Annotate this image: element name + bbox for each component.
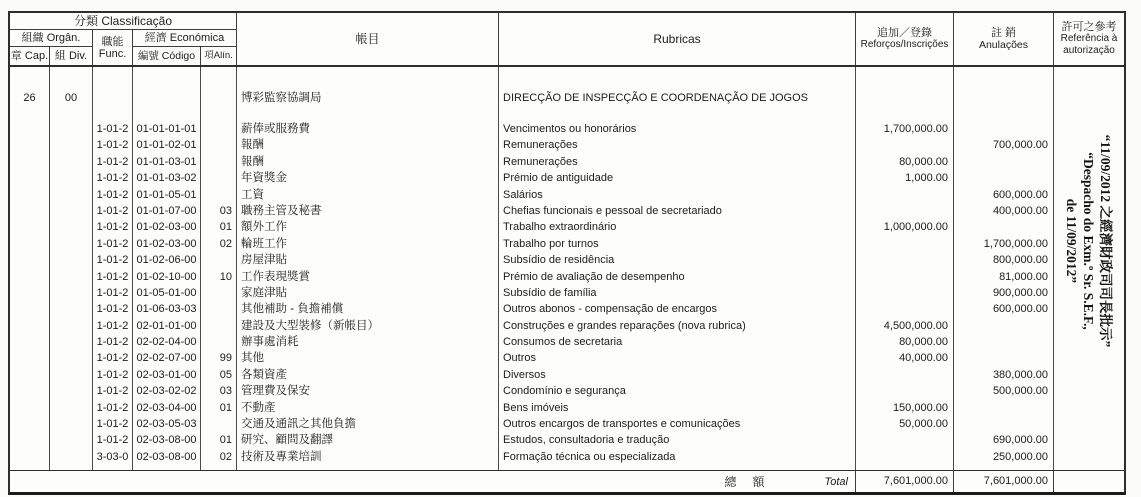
- cell-cap: [10, 334, 49, 350]
- cell-anulacoes: 1,700,000.00: [983, 237, 1048, 250]
- cell-codigo: 02-03-08-00: [136, 450, 197, 463]
- cell-codigo: 01-02-10-00: [136, 270, 197, 283]
- cell-func: 1-01-2: [96, 188, 129, 201]
- cell-codigo: 01-02-03-00: [136, 237, 197, 250]
- cell-cap: [10, 318, 49, 334]
- header-economica: 經濟 Económica: [133, 30, 237, 47]
- cell-anulacoes: 81,000.00: [999, 270, 1048, 283]
- org-cell-rubrica: DIRECÇÃO DE INSPECÇÃO E COORDENAÇÃO DE JOGOS: [503, 92, 808, 104]
- cell-conta: 房屋津貼: [241, 254, 287, 267]
- cell-div: [50, 219, 92, 235]
- cell-func: 1-01-2: [96, 319, 129, 332]
- cell-cap: [10, 121, 49, 137]
- header-funcional-pt: Func.: [98, 47, 127, 60]
- cell-div: [50, 350, 92, 366]
- cell-alin: 99: [219, 352, 232, 365]
- cell-anulacoes: [954, 154, 1053, 170]
- cell-anulacoes: [954, 318, 1053, 334]
- cell-func: 1-01-2: [96, 221, 129, 234]
- cell-conta: 各類資產: [241, 368, 287, 381]
- header-conta: 帳目: [237, 13, 499, 65]
- cell-alin: 02: [219, 237, 232, 250]
- cell-cap: [10, 269, 49, 285]
- cell-alin: 10: [219, 270, 232, 283]
- cell-codigo: 01-02-06-00: [136, 254, 197, 267]
- cell-rubrica: Chefias funcionais e pessoal de secretariado: [503, 204, 722, 217]
- table-header: [10, 13, 1124, 67]
- cell-cap: [10, 367, 49, 383]
- cell-alin: [201, 334, 236, 350]
- header-referencia-pt1: Referência à: [1060, 33, 1118, 44]
- body-col-func: [93, 67, 133, 470]
- org-cell-codigo: [133, 89, 200, 107]
- cell-codigo: 02-03-02-02: [136, 385, 197, 398]
- org-cell-func: [93, 89, 132, 107]
- cell-alin: 01: [219, 401, 232, 414]
- cell-div: [50, 154, 92, 170]
- body-col-ref: [1054, 67, 1124, 470]
- cell-cap: [10, 400, 49, 416]
- cell-reforcos: [856, 252, 953, 268]
- cell-div: [50, 318, 92, 334]
- cell-reforcos: [856, 285, 953, 301]
- cell-div: [50, 269, 92, 285]
- total-row: [10, 471, 1124, 492]
- cell-alin: [201, 416, 236, 432]
- cell-conta: 工資: [241, 188, 264, 201]
- cell-func: 1-01-2: [96, 303, 129, 316]
- cell-codigo: 01-01-02-01: [136, 139, 197, 152]
- cell-conta: 其他補助 - 負擔補償: [241, 303, 344, 316]
- header-anulacoes-pt: Anulações: [978, 39, 1029, 51]
- cell-conta: 報酬: [241, 155, 264, 168]
- header-capitulo: 章 Cap.: [10, 47, 50, 65]
- cell-conta: 工作表現獎賞: [241, 270, 310, 283]
- cell-conta: 職務主管及秘書: [241, 204, 322, 217]
- cell-rubrica: Vencimentos ou honorários: [503, 123, 637, 135]
- cell-conta: 其他: [241, 352, 264, 365]
- cell-func: 1-01-2: [96, 286, 129, 299]
- header-codigo: 編號 Código: [133, 47, 201, 65]
- cell-cap: [10, 301, 49, 317]
- cell-cap: [10, 449, 49, 465]
- cell-rubrica: Condomínio e segurança: [503, 385, 626, 398]
- budget-amendment-table: [8, 11, 1126, 495]
- cell-cap: [10, 170, 49, 186]
- cell-rubrica: Remunerações: [503, 139, 578, 152]
- cell-div: [50, 285, 92, 301]
- cell-anulacoes: 500,000.00: [992, 385, 1048, 398]
- cell-reforcos: 150,000.00: [892, 401, 948, 414]
- cell-cap: [10, 383, 49, 399]
- body-col-conta: [237, 67, 499, 470]
- cell-rubrica: Outros abonos - compensação de encargos: [503, 303, 718, 316]
- cell-anulacoes: 600,000.00: [992, 303, 1048, 316]
- cell-anulacoes: 400,000.00: [992, 204, 1048, 217]
- cell-rubrica: Trabalho extraordinário: [503, 221, 617, 234]
- header-divisao: 組 Div.: [50, 47, 93, 65]
- cell-reforcos: [856, 432, 953, 448]
- cell-alin: [201, 301, 236, 317]
- cell-alin: 02: [219, 450, 232, 463]
- cell-codigo: 02-03-01-00: [136, 368, 197, 381]
- cell-reforcos: [856, 137, 953, 153]
- cell-func: 1-01-2: [96, 172, 129, 185]
- cell-reforcos: [856, 367, 953, 383]
- cell-conta: 管理費及保安: [241, 385, 310, 398]
- cell-reforcos: 80,000.00: [899, 336, 948, 349]
- cell-func: 1-01-2: [96, 254, 129, 267]
- cell-codigo: 01-01-03-02: [136, 172, 197, 185]
- cell-reforcos: [856, 301, 953, 317]
- body-col-codigo: [133, 67, 201, 470]
- cell-div: [50, 367, 92, 383]
- org-cell-reforcos: [856, 89, 953, 107]
- cell-codigo: 01-01-03-01: [136, 155, 197, 168]
- cell-div: [50, 121, 92, 137]
- cell-div: [50, 301, 92, 317]
- authorization-line3: de 11/09/2012”: [1064, 198, 1080, 284]
- body-col-div: [50, 67, 93, 470]
- cell-rubrica: Remunerações: [503, 155, 578, 168]
- cell-rubrica: Construções e grandes reparações (nova rubrica): [503, 319, 746, 332]
- header-orgao: 組織 Orgân.: [10, 30, 93, 47]
- cell-alin: [201, 121, 236, 137]
- cell-div: [50, 416, 92, 432]
- cell-func: 1-01-2: [96, 385, 129, 398]
- cell-anulacoes: [954, 416, 1053, 432]
- cell-conta: 薪俸或服務費: [241, 123, 310, 135]
- cell-anulacoes: 690,000.00: [992, 434, 1048, 447]
- header-reforcos: [856, 13, 954, 65]
- header-funcional: [93, 30, 133, 65]
- cell-rubrica: Subsídio de residência: [503, 254, 615, 267]
- cell-rubrica: Outros: [503, 352, 537, 365]
- cell-conta: 家庭津貼: [241, 286, 287, 299]
- cell-div: [50, 187, 92, 203]
- cell-reforcos: [856, 269, 953, 285]
- cell-rubrica: Bens imóveis: [503, 401, 569, 414]
- cell-div: [50, 236, 92, 252]
- cell-rubrica: Diversos: [503, 368, 546, 381]
- cell-div: [50, 334, 92, 350]
- org-cell-alin: [201, 89, 236, 107]
- cell-func: 1-01-2: [96, 270, 129, 283]
- body-col-rubrica: [499, 67, 856, 470]
- cell-rubrica: Outros encargos de transportes e comunicações: [503, 418, 741, 431]
- cell-rubrica: Salários: [503, 188, 543, 201]
- cell-anulacoes: [954, 219, 1053, 235]
- cell-alin: 01: [219, 221, 232, 234]
- authorization-line1: “11/09/2012 之經濟財政司司長批示”: [1098, 134, 1114, 348]
- cell-conta: 年資獎金: [241, 172, 287, 185]
- cell-conta: 技術及專業培訓: [241, 450, 322, 463]
- cell-func: 1-01-2: [96, 352, 129, 365]
- cell-codigo: 01-05-01-00: [136, 286, 197, 299]
- cell-reforcos: [856, 383, 953, 399]
- cell-alin: 05: [219, 368, 232, 381]
- header-reforcos-pt: Reforços/Inscrições: [860, 39, 949, 50]
- cell-cap: [10, 219, 49, 235]
- cell-conta: 辦事處消耗: [241, 336, 299, 349]
- cell-alin: [201, 170, 236, 186]
- total-reforcos-value: 7,601,000.00: [856, 471, 954, 492]
- cell-rubrica: Estudos, consultadoria e tradução: [503, 434, 670, 447]
- cell-codigo: 01-02-03-00: [136, 221, 197, 234]
- cell-div: [50, 252, 92, 268]
- cell-alin: [201, 285, 236, 301]
- org-cell-conta: 博彩監察協調局: [241, 92, 322, 104]
- cell-div: [50, 449, 92, 465]
- cell-codigo: 01-01-01-01: [136, 123, 197, 135]
- cell-rubrica: Prémio de antiguidade: [503, 172, 614, 185]
- cell-anulacoes: 800,000.00: [992, 254, 1048, 267]
- cell-codigo: 01-01-07-00: [136, 204, 197, 217]
- cell-rubrica: Trabalho por turnos: [503, 237, 599, 250]
- cell-conta: 額外工作: [241, 221, 287, 234]
- cell-anulacoes: 900,000.00: [992, 286, 1048, 299]
- cell-alin: [201, 137, 236, 153]
- cell-alin: 03: [219, 204, 232, 217]
- cell-rubrica: Prémio de avaliação de desempenho: [503, 270, 685, 283]
- cell-codigo: 02-03-08-00: [136, 434, 197, 447]
- header-classificacao: 分類 Classificação: [10, 13, 237, 30]
- cell-codigo: 02-02-04-00: [136, 336, 197, 349]
- cell-alin: 03: [219, 385, 232, 398]
- cell-reforcos: 4,500,000.00: [883, 319, 948, 332]
- cell-func: 1-01-2: [96, 237, 129, 250]
- cell-cap: [10, 432, 49, 448]
- cell-alin: [201, 154, 236, 170]
- cell-cap: [10, 137, 49, 153]
- org-cell-cap: 26: [23, 92, 36, 104]
- cell-reforcos: [856, 236, 953, 252]
- body-col-anulacoes: [954, 67, 1054, 470]
- cell-conta: 輪班工作: [241, 237, 287, 250]
- cell-func: 1-01-2: [96, 204, 129, 217]
- total-label-pt: Total: [824, 475, 848, 488]
- cell-cap: [10, 154, 49, 170]
- cell-codigo: 01-01-05-01: [136, 188, 197, 201]
- cell-reforcos: 1,700,000.00: [883, 123, 948, 135]
- cell-anulacoes: [954, 121, 1053, 137]
- header-funcional-zh: 職能: [101, 35, 124, 48]
- cell-div: [50, 432, 92, 448]
- cell-codigo: 02-03-04-00: [136, 401, 197, 414]
- cell-reforcos: 40,000.00: [899, 352, 948, 365]
- cell-reforcos: [856, 203, 953, 219]
- cell-func: 1-01-2: [96, 336, 129, 349]
- cell-func: 1-01-2: [96, 139, 129, 152]
- header-referencia-pt2: autorização: [1063, 45, 1115, 56]
- cell-reforcos: 50,000.00: [899, 418, 948, 431]
- header-referencia-zh: 許可之參考: [1061, 21, 1117, 33]
- cell-func: 1-01-2: [96, 401, 129, 414]
- cell-div: [50, 383, 92, 399]
- cell-anulacoes: [954, 170, 1053, 186]
- cell-cap: [10, 187, 49, 203]
- cell-div: [50, 400, 92, 416]
- authorization-reference-vertical-text: [1054, 67, 1124, 470]
- table-body: [10, 67, 1124, 471]
- cell-func: 1-01-2: [96, 434, 129, 447]
- cell-rubrica: Formação técnica ou especializada: [503, 450, 676, 463]
- cell-func: 1-01-2: [96, 368, 129, 381]
- cell-rubrica: Subsídio de família: [503, 286, 597, 299]
- header-anulacoes: [954, 13, 1054, 65]
- cell-div: [50, 170, 92, 186]
- authorization-line2: “Despacho do Exm.º Sr. S.E.F.,: [1081, 152, 1097, 330]
- cell-anulacoes: [954, 400, 1053, 416]
- cell-cap: [10, 236, 49, 252]
- header-reforcos-zh: 追加／登錄: [877, 27, 932, 39]
- cell-reforcos: 80,000.00: [899, 155, 948, 168]
- header-rubricas: Rubricas: [499, 13, 856, 65]
- cell-reforcos: [856, 449, 953, 465]
- cell-conta: 研究、顧問及翻譯: [241, 434, 333, 447]
- cell-func: 1-01-2: [96, 418, 129, 431]
- cell-codigo: 01-06-03-03: [136, 303, 197, 316]
- cell-div: [50, 203, 92, 219]
- cell-anulacoes: 250,000.00: [992, 450, 1048, 463]
- org-cell-div: 00: [64, 92, 78, 104]
- cell-alin: [201, 252, 236, 268]
- cell-anulacoes: 600,000.00: [992, 188, 1048, 201]
- org-cell-anulacoes: [954, 89, 1053, 107]
- body-col-cap: [10, 67, 50, 470]
- cell-alin: [201, 187, 236, 203]
- cell-reforcos: 1,000,000.00: [883, 221, 948, 234]
- cell-rubrica: Consumos de secretaria: [503, 336, 623, 349]
- cell-cap: [10, 416, 49, 432]
- cell-alin: [201, 318, 236, 334]
- cell-anulacoes: [954, 350, 1053, 366]
- cell-cap: [10, 350, 49, 366]
- body-col-reforcos: [856, 67, 954, 470]
- cell-conta: 交通及通訊之其他負擔: [241, 418, 356, 431]
- cell-reforcos: [856, 187, 953, 203]
- cell-cap: [10, 203, 49, 219]
- cell-codigo: 02-02-07-00: [136, 352, 197, 365]
- cell-cap: [10, 285, 49, 301]
- header-referencia-autorizacao: [1054, 13, 1124, 65]
- cell-cap: [10, 252, 49, 268]
- total-label-cell: [10, 471, 856, 492]
- cell-func: 1-01-2: [96, 123, 129, 135]
- header-anulacoes-zh: 註 銷: [990, 27, 1017, 39]
- cell-codigo: 02-03-05-03: [136, 418, 197, 431]
- cell-reforcos: 1,000.00: [905, 172, 948, 185]
- body-col-alin: [201, 67, 237, 470]
- cell-conta: 不動產: [241, 401, 276, 414]
- cell-codigo: 02-01-01-00: [136, 319, 197, 332]
- cell-func: 3-03-0: [96, 450, 129, 463]
- cell-alin: 01: [219, 434, 232, 447]
- cell-func: 1-01-2: [96, 155, 129, 168]
- cell-conta: 建設及大型裝修（新帳目）: [241, 319, 379, 332]
- cell-conta: 報酬: [241, 139, 264, 152]
- total-referencia-cell: [1054, 471, 1124, 492]
- total-label-zh: 總 額: [724, 474, 767, 489]
- cell-anulacoes: 380,000.00: [992, 368, 1048, 381]
- cell-anulacoes: [954, 334, 1053, 350]
- total-anulacoes-value: 7,601,000.00: [954, 471, 1054, 492]
- cell-div: [50, 137, 92, 153]
- header-alinea: 項Alín.: [201, 47, 237, 65]
- cell-anulacoes: 700,000.00: [992, 139, 1048, 152]
